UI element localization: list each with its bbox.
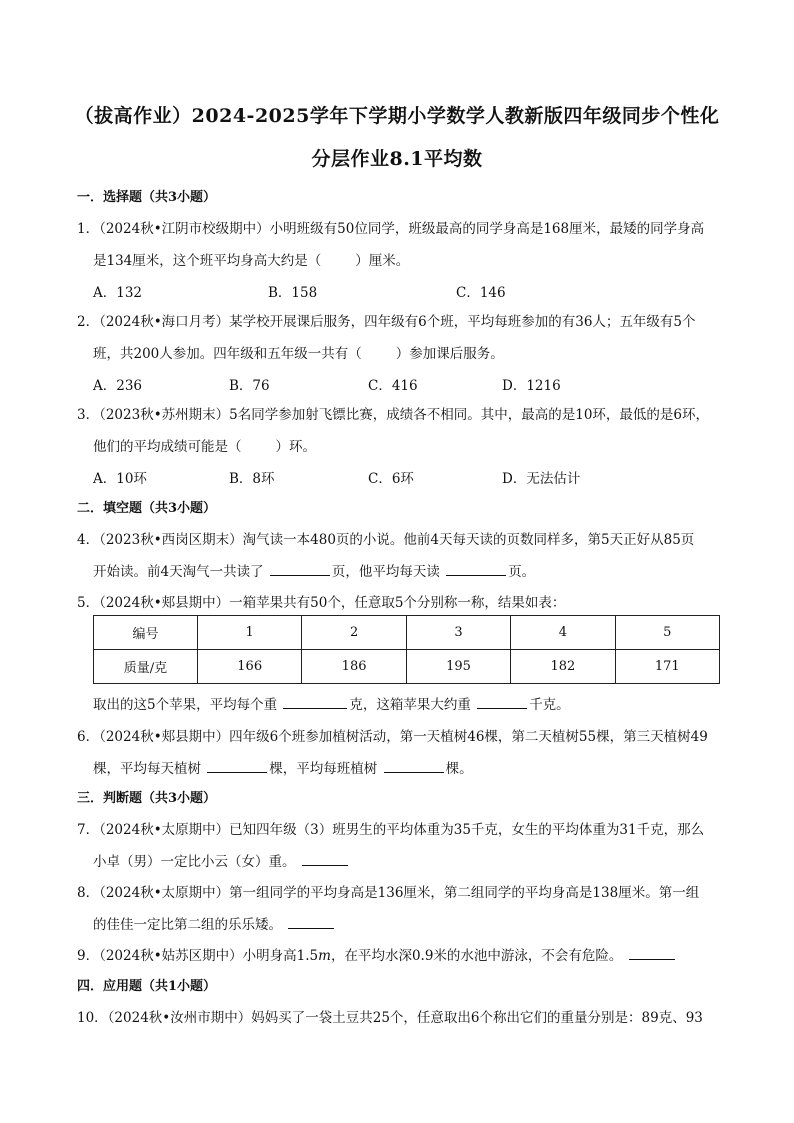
answer-blank[interactable] [283, 695, 347, 709]
table-cell: 195 [406, 650, 510, 684]
question-2-option-c: C．416 [368, 378, 418, 394]
question-5-part-a: 取出的这5个苹果，平均每个重 [93, 697, 278, 713]
question-3-text: 3．（2023秋•苏州期末）5名同学参加射飞镖比赛，成绩各不相同。其中，最高的是10环，最低的是6环， [77, 407, 710, 423]
question-7-part: 小卓（男）一定比小云（女）重。 [93, 854, 296, 870]
question-6-part-b: 棵，平均每班植树 [269, 761, 378, 777]
table-row [94, 616, 720, 650]
question-2-part-a: 班，共200人参加。四年级和五年级一共有（ [93, 346, 362, 362]
answer-blank[interactable] [384, 759, 444, 773]
question-5-text: 5．（2024秋•郏县期中）一箱苹果共有50个，任意取5个分别称一称，结果如表： [77, 595, 566, 611]
table-cell: 166 [198, 650, 302, 684]
question-10-text: 10．（2024秋•汝州市期中）妈妈买了一袋土豆共25个，任意取出6个称出它们的重量分别是：89克、93 [77, 1010, 703, 1026]
question-4-part-b: 页，他平均每天读 [331, 564, 440, 580]
table-cell: 4 [511, 616, 615, 650]
question-6-part-a: 棵，平均每天植树 [93, 761, 201, 777]
question-2-option-d: D．1216 [502, 378, 561, 394]
answer-blank[interactable] [207, 759, 267, 773]
question-8-text-cont [93, 913, 743, 933]
question-3-option-d: D．无法估计 [502, 471, 581, 487]
table-row [94, 650, 720, 684]
question-1-option-a: A．132 [93, 285, 143, 301]
question-6-text-cont [93, 757, 743, 777]
table-cell: 3 [406, 616, 510, 650]
table-cell: 171 [615, 650, 719, 684]
question-3-option-c: C．6环 [368, 471, 414, 487]
question-5-text-after [93, 693, 743, 713]
question-4-part-a: 开始读。前4天淘气一共读了 [93, 564, 264, 580]
question-3-text-cont [93, 435, 743, 455]
page-title-line-1: （拔高作业）2024-2025学年下学期小学数学人教新版四年级同步个性化 [74, 105, 720, 127]
question-1-part-a: 是134厘米，这个班平均身高大约是（ [93, 253, 322, 269]
question-3-option-a: A．10环 [93, 471, 147, 487]
question-2-text-cont [93, 342, 743, 362]
table-cell: 质量/克 [94, 650, 198, 684]
table-cell: 182 [511, 650, 615, 684]
table-cell: 1 [198, 616, 302, 650]
question-2-text: 2．（2024秋•海口月考）某学校开展课后服务，四年级有6个班，平均每班参加的有36人；五年级有5个 [77, 314, 696, 330]
apple-weight-table [93, 615, 720, 684]
question-2-option-a: A．236 [93, 378, 143, 394]
answer-blank[interactable] [477, 695, 527, 709]
table-cell: 编号 [94, 616, 198, 650]
question-9-text [77, 944, 727, 964]
question-9-part-a: 9．（2024秋•姑苏区期中）小明身高1.5 [77, 948, 319, 964]
section-heading-fill-blank: 二．填空题（共3小题） [77, 501, 217, 516]
answer-blank[interactable] [629, 946, 675, 960]
question-4-text-cont [93, 560, 743, 580]
question-4-text: 4．（2023秋•西岗区期末）淘气读一本480页的小说。他前4天每天读的页数同样多，第5天正好从85页 [77, 532, 695, 548]
question-1-option-b: B．158 [268, 285, 318, 301]
table-cell: 2 [302, 616, 406, 650]
section-heading-true-false: 三．判断题（共3小题） [77, 791, 217, 806]
question-7-text-cont [93, 850, 743, 870]
question-6-text: 6．（2024秋•郏县期中）四年级6个班参加植树活动，第一天植树46棵，第二天植树55棵，第三天植树49 [77, 729, 708, 745]
question-9-part-b: ，在平均水深0.9米的水池中游泳，不会有危险。 [330, 948, 623, 964]
answer-blank[interactable] [288, 915, 334, 929]
question-3-option-b: B．8环 [229, 471, 275, 487]
question-8-part: 的佳佳一定比第二组的乐乐矮。 [93, 917, 282, 933]
table-cell: 5 [615, 616, 719, 650]
question-8-text: 8．（2024秋•太原期中）第一组同学的平均身高是136厘米，第二组同学的平均身高是138厘米。第一组 [77, 885, 700, 901]
question-5-part-b: 克，这箱苹果大约重 [349, 697, 471, 713]
page-title-line-2: 分层作业8.1平均数 [311, 148, 483, 170]
question-4-part-c: 页。 [508, 564, 536, 580]
answer-blank[interactable] [270, 562, 330, 576]
question-1-option-c: C．146 [456, 285, 506, 301]
question-5-part-c: 千克。 [529, 697, 570, 713]
question-6-part-c: 棵。 [445, 761, 473, 777]
answer-blank[interactable] [302, 852, 348, 866]
question-3-part-a: 他们的平均成绩可能是（ [93, 439, 242, 455]
question-1-text: 1．（2024秋•江阴市校级期中）小明班级有50位同学，班级最高的同学身高是168厘米，最矮的同学身高 [77, 221, 705, 237]
section-heading-choice: 一．选择题（共3小题） [77, 190, 217, 205]
question-2-option-b: B．76 [229, 378, 270, 394]
question-1-text-cont [93, 249, 743, 269]
question-3-part-b: ）环。 [275, 439, 316, 455]
question-7-text: 7．（2024秋•太原期中）已知四年级（3）班男生的平均体重为35千克，女生的平均体重为31千克，那么 [77, 822, 705, 838]
table-cell: 186 [302, 650, 406, 684]
answer-blank[interactable] [446, 562, 506, 576]
question-2-part-b: ）参加课后服务。 [395, 346, 504, 362]
question-9-unit: m [318, 948, 331, 964]
section-heading-application: 四．应用题（共1小题） [77, 979, 217, 994]
question-1-part-b: ）厘米。 [355, 253, 410, 269]
